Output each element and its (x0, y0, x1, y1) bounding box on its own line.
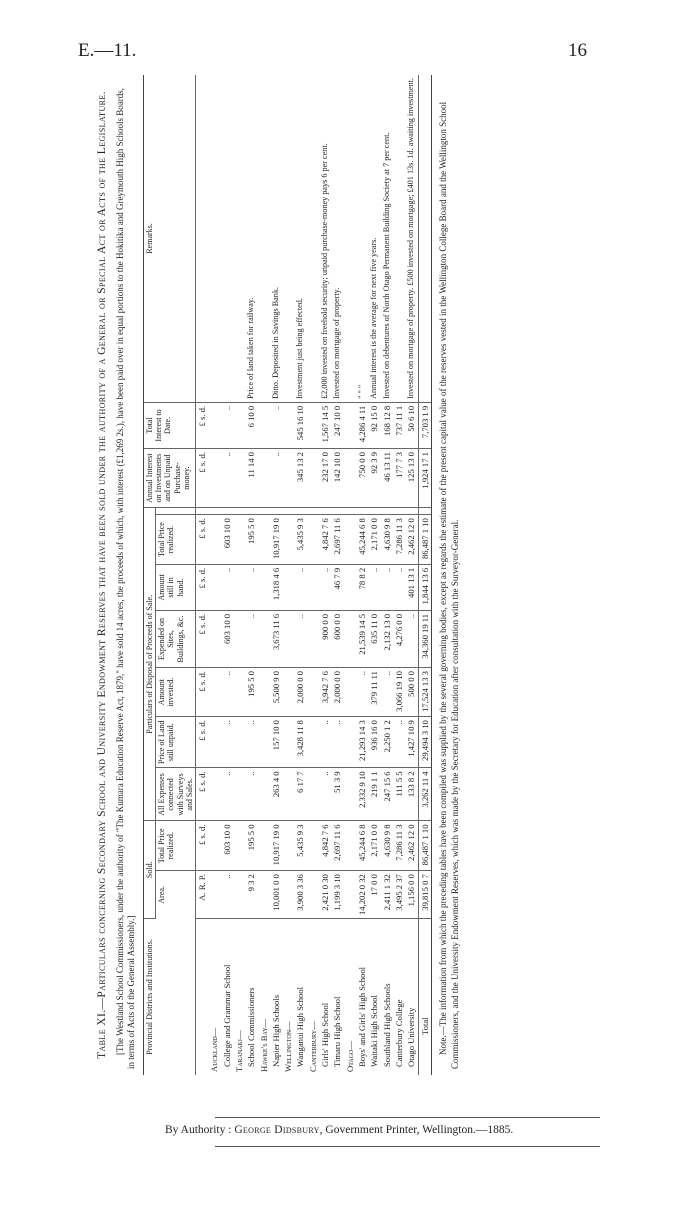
col-group-sold: Sold. (144, 821, 156, 919)
group-blank (282, 821, 294, 871)
rotated-table-block (95, 75, 615, 1075)
cell-expended: 4,276 0 0 (393, 610, 405, 667)
cell-invested: 379 11 11 (368, 668, 380, 717)
cell-expenses: .. (245, 768, 257, 821)
cell-expenses: 133 8 2 (405, 768, 418, 821)
cell-in_hand: 46 7 9 (331, 564, 343, 610)
group-label: Taranaki— (233, 1030, 244, 1072)
total-invested: 17,524 13 3 (418, 668, 431, 717)
cell-in_hand: .. (221, 564, 233, 610)
group-blank (208, 402, 220, 448)
col-invested: Amount invested. (156, 668, 196, 717)
group-blank (344, 668, 356, 717)
cell-annual: .. (221, 449, 233, 508)
group-label: Canterbury— (307, 1021, 318, 1072)
col-expenses: All Expenses connected with Surveys and Sales. (156, 768, 196, 821)
group-blank (307, 508, 319, 515)
cell-total_price: 10,917 19 0 (270, 821, 282, 871)
table-title: Table XI.—Particulars concerning Secondary School and University Endowment Reserves that have been sold under the authority of a General or Special Act or Acts of the Legislature. (96, 91, 108, 1059)
cell-area: 10,001 0 0 (270, 871, 282, 919)
cell-in_hand: .. (368, 564, 380, 610)
cell-total_interest: 6 10 0 (245, 402, 257, 448)
group-blank (307, 717, 319, 768)
group-blank (344, 610, 356, 667)
group-blank (282, 75, 294, 402)
page-reference: E.—11. (78, 40, 137, 61)
cell-area: .. (221, 871, 233, 919)
institution-name: Timaru High School (332, 996, 343, 1067)
unit-cell: £ s. d. (195, 449, 208, 508)
group-blank (233, 75, 245, 402)
group-blank (258, 821, 270, 871)
group-blank (344, 449, 356, 508)
total-annual: 1,924 17 1 (418, 449, 431, 508)
spacer-cell (368, 508, 380, 515)
group-blank (208, 768, 220, 821)
group-blank (258, 768, 270, 821)
cell-annual: 177 7 3 (393, 449, 405, 508)
table-row (331, 75, 343, 1075)
table-row (381, 75, 393, 1075)
cell-invested: 195 5 0 (245, 668, 257, 717)
group-blank (233, 717, 245, 768)
cell-total_price2: 10,917 19 0 (270, 515, 282, 565)
cell-unpaid: .. (221, 717, 233, 768)
cell-total_price2: 4,842 7 6 (319, 515, 331, 565)
institution-name: School Commissioners (246, 987, 257, 1067)
group-blank (258, 402, 270, 448)
total-total_price: 86,487 1 10 (418, 821, 431, 871)
cell-annual: 125 13 0 (405, 449, 418, 508)
cell-invested: .. (356, 668, 368, 717)
cell-remarks: £2,000 invested on freehold security; unpaid purchase-money pays 6 per cent. (319, 75, 331, 402)
group-blank (258, 564, 270, 610)
cell-expended: .. (294, 610, 306, 667)
group-blank (208, 75, 220, 402)
unit-cell: £ s. d. (195, 564, 208, 610)
cell-expended: 900 0 0 (319, 610, 331, 667)
group-blank (344, 515, 356, 565)
group-blank (258, 75, 270, 402)
institution-name: Canterbury College (393, 999, 404, 1067)
group-blank (282, 508, 294, 515)
col-expended: Expended on Sites, Buildings, &c. (156, 610, 196, 667)
table-note: Note.—The information from which the preceding tables have been compiled was supplied by the several governing bodies, except as regards the estimate of the present capital value of the reserves vested in the Wellington College Board and the Wellington School Commissioners, and the University Endowment Reserves, which was made by the Secretary for Education after consultation with the Surveyor-General. (437, 101, 460, 1069)
spacer-cell (245, 508, 257, 515)
group-blank (208, 871, 220, 919)
cell-invested: 5,500 9 0 (270, 668, 282, 717)
cell-area: 1,156 0 0 (405, 871, 418, 919)
group-blank (233, 668, 245, 717)
col-total-interest: Total Interest to Date. (144, 402, 196, 448)
institution-name: Boys' and Girls' High School (357, 966, 368, 1067)
cell-in_hand: 1,318 4 6 (270, 564, 282, 610)
table-row (356, 75, 368, 1075)
unit-cell: £ s. d. (195, 515, 208, 565)
institution-name: Otago University (406, 1007, 417, 1067)
cell-remarks: Annual interest is the average for next five years. (368, 75, 380, 402)
cell-total_price: 4,842 7 6 (319, 821, 331, 871)
imprint-suffix: , Government Printer, Wellington.—1885. (319, 1124, 514, 1136)
group-blank (258, 871, 270, 919)
unit-cell: £ s. d. (195, 768, 208, 821)
group-blank (307, 515, 319, 565)
table-row (393, 75, 405, 1075)
imprint-prefix: By Authority : (165, 1124, 235, 1136)
cell-total_price2: 45,244 6 8 (356, 515, 368, 565)
cell-invested: 3,942 7 6 (319, 668, 331, 717)
cell-total_price: 195 5 0 (245, 821, 257, 871)
cell-total_price2: 2,697 11 6 (331, 515, 343, 565)
col-annual-interest: Annual Interest on Investments and on Unpaid Purchase-money. (144, 449, 196, 508)
total-expenses: 3,262 11 4 (418, 768, 431, 821)
cell-unpaid: 3,428 11 8 (294, 717, 306, 768)
cell-remarks (221, 75, 233, 402)
institution-name: Girls' High School (320, 1002, 331, 1067)
cell-in_hand: .. (319, 564, 331, 610)
cell-remarks: Invested on mortgage of property. £500 invested on mortgage; £401 13s. 1d. awaiting investment. (405, 75, 418, 402)
cell-in_hand: 78 8 2 (356, 564, 368, 610)
group-blank (258, 610, 270, 667)
table-row (270, 75, 282, 1075)
group-blank (233, 610, 245, 667)
unit-cell: £ s. d. (195, 821, 208, 871)
cell-expenses: 111 5 5 (393, 768, 405, 821)
group-blank (233, 449, 245, 508)
total-label: Total (418, 919, 431, 1076)
group-blank (344, 871, 356, 919)
cell-expended: .. (405, 610, 418, 667)
cell-expended: 635 11 0 (368, 610, 380, 667)
group-blank (307, 821, 319, 871)
group-blank (208, 508, 220, 515)
group-blank (307, 402, 319, 448)
group-blank (282, 668, 294, 717)
cell-total_price: 7,286 11 3 (393, 821, 405, 871)
cell-in_hand: .. (381, 564, 393, 610)
group-blank (282, 515, 294, 565)
cell-total_interest: 168 12 8 (381, 402, 393, 448)
group-blank (233, 768, 245, 821)
col-unpaid: Price of Land still unpaid. (156, 717, 196, 768)
cell-invested: 500 0 0 (405, 668, 418, 717)
cell-total_interest: 737 11 1 (393, 402, 405, 448)
total-area: 39,815 0 7 (418, 871, 431, 919)
group-blank (282, 768, 294, 821)
table-row (319, 75, 331, 1075)
cell-total_price2: 5,435 9 3 (294, 515, 306, 565)
table-row (368, 75, 380, 1075)
cell-remarks: Ditto. Deposited in Savings Bank. (270, 75, 282, 402)
endowment-table (143, 75, 432, 1075)
group-blank (208, 610, 220, 667)
group-blank (208, 449, 220, 508)
cell-total_price: 2,462 12 0 (405, 821, 418, 871)
group-label: Wellington— (283, 1021, 294, 1072)
group-blank (344, 821, 356, 871)
table-row (221, 75, 233, 1075)
group-label: Otago— (344, 1041, 355, 1072)
footer-rule-bottom (215, 1146, 600, 1147)
page-number: 16 (568, 40, 587, 61)
group-blank (233, 508, 245, 515)
cell-unpaid: .. (331, 717, 343, 768)
group-blank (307, 871, 319, 919)
spacer-cell (381, 508, 393, 515)
col-total-price-2: Total Price realized. (156, 515, 196, 565)
cell-total_interest: .. (221, 402, 233, 448)
cell-area: 17 0 0 (368, 871, 380, 919)
cell-area: 2,411 1 32 (381, 871, 393, 919)
cell-expenses: 219 1 1 (368, 768, 380, 821)
group-blank (282, 717, 294, 768)
cell-in_hand: .. (245, 564, 257, 610)
cell-area: 2,421 0 30 (319, 871, 331, 919)
cell-unpaid: 157 10 0 (270, 717, 282, 768)
cell-expenses: 247 15 6 (381, 768, 393, 821)
group-blank (307, 564, 319, 610)
group-row (282, 75, 294, 1075)
cell-remarks: Price of land taken for railway. (245, 75, 257, 402)
cell-unpaid: .. (245, 717, 257, 768)
group-blank (208, 717, 220, 768)
cell-area: 1,199 3 10 (331, 871, 343, 919)
cell-remarks (393, 75, 405, 402)
table-row (405, 75, 418, 1075)
spacer-cell (418, 508, 431, 515)
group-blank (258, 717, 270, 768)
group-row (233, 75, 245, 1075)
cell-expended: 603 10 0 (221, 610, 233, 667)
total-unpaid: 29,494 3 10 (418, 717, 431, 768)
cell-invested: .. (381, 668, 393, 717)
group-row (208, 75, 220, 1075)
institution-name: Southland High Schools (381, 983, 392, 1067)
cell-expenses: 2,332 9 10 (356, 768, 368, 821)
unit-cell: £ s. d. (195, 610, 208, 667)
cell-total_price2: 2,171 0 0 (368, 515, 380, 565)
group-blank (208, 515, 220, 565)
group-row (344, 75, 356, 1075)
cell-annual: 92 3 9 (368, 449, 380, 508)
cell-annual: 345 13 2 (294, 449, 306, 508)
cell-total_interest: .. (270, 402, 282, 448)
unit-cell: A. R. P. (195, 871, 208, 919)
cell-area: 3,495 2 37 (393, 871, 405, 919)
cell-unpaid: 1,427 10 9 (405, 717, 418, 768)
cell-total_price2: 603 10 0 (221, 515, 233, 565)
cell-expenses: 263 4 0 (270, 768, 282, 821)
cell-invested: .. (221, 668, 233, 717)
total-total_interest: 7,703 1 9 (418, 402, 431, 448)
cell-area: 9 3 2 (245, 871, 257, 919)
cell-invested: 2,000 0 0 (294, 668, 306, 717)
group-blank (282, 610, 294, 667)
col-spacer (156, 508, 196, 515)
cell-total_price2: 2,462 12 0 (405, 515, 418, 565)
cell-total_price: 4,630 9 8 (381, 821, 393, 871)
institution-name: Waitaki High School (369, 995, 380, 1067)
units-blank (195, 919, 208, 1076)
group-blank (282, 871, 294, 919)
col-remarks: Remarks. (144, 75, 196, 402)
cell-remarks: " " " (356, 75, 368, 402)
group-blank (233, 515, 245, 565)
group-blank (344, 402, 356, 448)
spacer-cell (221, 508, 233, 515)
group-blank (344, 564, 356, 610)
cell-total_interest: 92 15 0 (368, 402, 380, 448)
group-blank (344, 717, 356, 768)
cell-total_price2: 7,286 11 3 (393, 515, 405, 565)
cell-expenses: 6 17 7 (294, 768, 306, 821)
unit-cell: £ s. d. (195, 717, 208, 768)
group-blank (307, 610, 319, 667)
cell-in_hand: 401 13 1 (405, 564, 418, 610)
group-blank (282, 402, 294, 448)
col-district: Provincial Districts and Institutions. (144, 919, 196, 1076)
cell-annual: 11 14 0 (245, 449, 257, 508)
table-intro: [The Westland School Commissioners, under the authority of "The Kumara Education Reserve Act, 1879," have sold 14 acres, the proceeds of which, with interest (£1,269 2s.), have been paid over in equal portions to the Hokitika and Greymouth High Schools Boards, in terms of Acts of the General Assembly.] (114, 88, 136, 1069)
cell-expenses: .. (221, 768, 233, 821)
cell-total_interest: 545 16 10 (294, 402, 306, 448)
cell-expended: .. (245, 610, 257, 667)
cell-annual: 232 17 0 (319, 449, 331, 508)
group-blank (233, 821, 245, 871)
group-blank (344, 768, 356, 821)
total-expended: 34,360 19 11 (418, 610, 431, 667)
unit-cell: £ s. d. (195, 668, 208, 717)
group-blank (344, 508, 356, 515)
spacer-cell (331, 508, 343, 515)
cell-in_hand: .. (294, 564, 306, 610)
group-blank (307, 768, 319, 821)
cell-total_interest: 1,567 14 5 (319, 402, 331, 448)
group-row (307, 75, 319, 1075)
cell-unpaid: 2,250 1 2 (381, 717, 393, 768)
cell-total_price: 2,697 11 6 (331, 821, 343, 871)
cell-invested: 3,066 19 10 (393, 668, 405, 717)
cell-remarks: Invested on debentures of North Otago Permanent Building Society at 7 per cent. (381, 75, 393, 402)
printer-name: George Didsbury (234, 1124, 320, 1136)
cell-total_price: 45,244 6 8 (356, 821, 368, 871)
cell-remarks: Investment just being effected. (294, 75, 306, 402)
cell-total_interest: 247 10 0 (331, 402, 343, 448)
cell-remarks: Invested on mortgage of property. (331, 75, 343, 402)
cell-unpaid: 936 16 0 (368, 717, 380, 768)
col-in-hand: Amount still in hand. (156, 564, 196, 610)
col-group-disposal: Particulars of Disposal of Proceeds of Sale. (144, 508, 156, 821)
group-blank (307, 449, 319, 508)
cell-annual: 142 10 0 (331, 449, 343, 508)
cell-total_price2: 195 5 0 (245, 515, 257, 565)
group-blank (258, 668, 270, 717)
cell-expended: 600 0 0 (331, 610, 343, 667)
group-blank (208, 821, 220, 871)
spacer-cell (270, 508, 282, 515)
spacer-cell (393, 508, 405, 515)
cell-annual: 750 0 0 (356, 449, 368, 508)
col-total-price: Total Price realized. (156, 821, 196, 871)
spacer-cell (405, 508, 418, 515)
group-label: Auckland— (209, 1027, 220, 1072)
institution-name: Napier High Schools (270, 994, 281, 1067)
cell-expended: 3,673 11 6 (270, 610, 282, 667)
cell-total_price: 5,435 9 3 (294, 821, 306, 871)
cell-annual: .. (270, 449, 282, 508)
cell-in_hand: .. (393, 564, 405, 610)
spacer-cell (356, 508, 368, 515)
col-area: Area. (156, 871, 196, 919)
cell-expended: 2,132 13 0 (381, 610, 393, 667)
group-blank (208, 668, 220, 717)
group-blank (233, 871, 245, 919)
group-blank (282, 449, 294, 508)
group-blank (233, 564, 245, 610)
cell-unpaid: .. (319, 717, 331, 768)
group-blank (307, 75, 319, 402)
group-label: Hawke's Bay— (258, 1018, 269, 1072)
table-row (294, 75, 306, 1075)
institution-name: Wanganui High School (295, 987, 306, 1067)
table-row (245, 75, 257, 1075)
group-blank (233, 402, 245, 448)
total-row (418, 75, 431, 1075)
total-remarks (418, 75, 431, 402)
cell-expended: 21,539 14 5 (356, 610, 368, 667)
units-row (195, 75, 208, 1075)
institution-name: College and Grammar School (221, 964, 232, 1067)
cell-area: 14,202 0 32 (356, 871, 368, 919)
cell-total_price2: 4,630 9 8 (381, 515, 393, 565)
cell-unpaid: 21,293 14 3 (356, 717, 368, 768)
cell-expenses: .. (319, 768, 331, 821)
group-row (258, 75, 270, 1075)
spacer-cell (195, 508, 208, 515)
spacer-cell (294, 508, 306, 515)
cell-expenses: 51 3 9 (331, 768, 343, 821)
cell-invested: 2,000 0 0 (331, 668, 343, 717)
cell-annual: 46 13 11 (381, 449, 393, 508)
cell-total_price: 2,171 0 0 (368, 821, 380, 871)
group-blank (208, 564, 220, 610)
group-blank (282, 564, 294, 610)
footer-rule-top (215, 1117, 600, 1118)
cell-total_interest: 4,286 4 11 (356, 402, 368, 448)
group-blank (258, 449, 270, 508)
group-blank (258, 515, 270, 565)
group-blank (258, 508, 270, 515)
cell-total_interest: 50 6 10 (405, 402, 418, 448)
total-total_price2: 86,487 1 10 (418, 515, 431, 565)
group-blank (344, 75, 356, 402)
unit-cell: £ s. d. (195, 402, 208, 448)
cell-unpaid: .. (393, 717, 405, 768)
printer-imprint (165, 1124, 513, 1136)
cell-total_price: 603 10 0 (221, 821, 233, 871)
spacer-cell (319, 508, 331, 515)
units-blank (195, 75, 208, 402)
cell-area: 3,900 3 36 (294, 871, 306, 919)
total-in_hand: 1,844 13 6 (418, 564, 431, 610)
group-blank (307, 668, 319, 717)
